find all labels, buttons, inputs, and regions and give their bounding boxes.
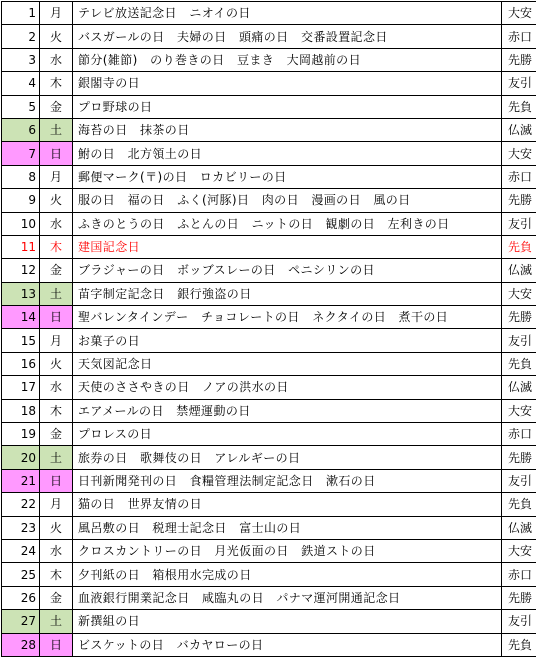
calendar-row xyxy=(2,446,536,469)
weekday-cell: 木 xyxy=(40,235,73,258)
day-number-cell: 18 xyxy=(2,399,40,422)
calendar-row xyxy=(2,586,536,609)
rokuyo-cell: 先勝 xyxy=(502,189,536,212)
rokuyo-cell: 先負 xyxy=(502,352,536,375)
rokuyo-cell: 仏滅 xyxy=(502,118,536,141)
rokuyo-cell: 友引 xyxy=(502,329,536,352)
weekday-cell: 月 xyxy=(40,165,73,188)
events-cell: プロレスの日 xyxy=(73,423,502,446)
rokuyo-cell: 先負 xyxy=(502,493,536,516)
weekday-cell: 火 xyxy=(40,352,73,375)
day-number-cell: 2 xyxy=(2,25,40,48)
rokuyo-cell: 先負 xyxy=(502,95,536,118)
events-cell: ビスケットの日 バカヤローの日 xyxy=(73,633,502,656)
day-number-cell: 3 xyxy=(2,48,40,71)
weekday-cell: 日 xyxy=(40,306,73,329)
events-cell: お菓子の日 xyxy=(73,329,502,352)
calendar-row xyxy=(2,329,536,352)
weekday-cell: 土 xyxy=(40,610,73,633)
rokuyo-cell: 先勝 xyxy=(502,446,536,469)
calendar-row xyxy=(2,165,536,188)
day-number-cell: 20 xyxy=(2,446,40,469)
events-cell: 郵便マーク(〒)の日 ロカビリーの日 xyxy=(73,165,502,188)
calendar-row xyxy=(2,306,536,329)
calendar-row xyxy=(2,282,536,305)
rokuyo-cell: 赤口 xyxy=(502,423,536,446)
events-cell: エアメールの日 禁煙運動の日 xyxy=(73,399,502,422)
calendar-row xyxy=(2,563,536,586)
rokuyo-cell: 仏滅 xyxy=(502,376,536,399)
day-number-cell: 14 xyxy=(2,306,40,329)
weekday-cell: 月 xyxy=(40,2,73,25)
rokuyo-cell: 大安 xyxy=(502,142,536,165)
day-number-cell: 12 xyxy=(2,259,40,282)
rokuyo-cell: 大安 xyxy=(502,2,536,25)
calendar-row xyxy=(2,2,536,25)
day-number-cell: 28 xyxy=(2,633,40,656)
calendar-row xyxy=(2,399,536,422)
calendar-row xyxy=(2,235,536,258)
rokuyo-cell: 先負 xyxy=(502,235,536,258)
day-number-cell: 21 xyxy=(2,469,40,492)
events-cell: バスガールの日 夫婦の日 頭痛の日 交番設置記念日 xyxy=(73,25,502,48)
weekday-cell: 水 xyxy=(40,376,73,399)
weekday-cell: 木 xyxy=(40,563,73,586)
events-cell: テレビ放送記念日 ニオイの日 xyxy=(73,2,502,25)
weekday-cell: 金 xyxy=(40,586,73,609)
events-cell: ブラジャーの日 ボッブスレーの日 ペニシリンの日 xyxy=(73,259,502,282)
calendar-row xyxy=(2,516,536,539)
day-number-cell: 19 xyxy=(2,423,40,446)
events-cell: 猫の日 世界友情の日 xyxy=(73,493,502,516)
calendar-row xyxy=(2,633,536,656)
events-cell: 日刊新聞発刊の日 食糧管理法制定記念日 漱石の日 xyxy=(73,469,502,492)
calendar-row xyxy=(2,610,536,633)
weekday-cell: 火 xyxy=(40,516,73,539)
calendar-row xyxy=(2,493,536,516)
day-number-cell: 23 xyxy=(2,516,40,539)
rokuyo-cell: 先勝 xyxy=(502,48,536,71)
events-cell: 天使のささやきの日 ノアの洪水の日 xyxy=(73,376,502,399)
calendar-row xyxy=(2,352,536,375)
weekday-cell: 月 xyxy=(40,493,73,516)
rokuyo-cell: 先負 xyxy=(502,633,536,656)
calendar-row xyxy=(2,212,536,235)
rokuyo-cell: 赤口 xyxy=(502,165,536,188)
events-cell: 服の日 福の日 ふく(河豚)日 肉の日 漫画の日 風の日 xyxy=(73,189,502,212)
events-cell: 風呂敷の日 税理士記念日 富士山の日 xyxy=(73,516,502,539)
events-cell: クロスカントリーの日 月光仮面の日 鉄道ストの日 xyxy=(73,539,502,562)
events-cell: 銀閣寺の日 xyxy=(73,72,502,95)
calendar-row xyxy=(2,142,536,165)
weekday-cell: 水 xyxy=(40,539,73,562)
day-number-cell: 17 xyxy=(2,376,40,399)
calendar-row xyxy=(2,469,536,492)
rokuyo-cell: 友引 xyxy=(502,469,536,492)
day-number-cell: 11 xyxy=(2,235,40,258)
events-cell: ふきのとうの日 ふとんの日 ニットの日 観劇の日 左利きの日 xyxy=(73,212,502,235)
rokuyo-cell: 赤口 xyxy=(502,25,536,48)
events-cell: 海苔の日 抹茶の日 xyxy=(73,118,502,141)
weekday-cell: 金 xyxy=(40,95,73,118)
weekday-cell: 木 xyxy=(40,72,73,95)
day-number-cell: 16 xyxy=(2,352,40,375)
calendar-row xyxy=(2,48,536,71)
weekday-cell: 日 xyxy=(40,633,73,656)
weekday-cell: 水 xyxy=(40,212,73,235)
day-number-cell: 10 xyxy=(2,212,40,235)
weekday-cell: 金 xyxy=(40,423,73,446)
rokuyo-cell: 大安 xyxy=(502,282,536,305)
day-number-cell: 6 xyxy=(2,118,40,141)
day-number-cell: 8 xyxy=(2,165,40,188)
rokuyo-cell: 大安 xyxy=(502,539,536,562)
weekday-cell: 月 xyxy=(40,329,73,352)
events-cell: 聖バレンタインデー チョコレートの日 ネクタイの日 煮干の日 xyxy=(73,306,502,329)
rokuyo-cell: 大安 xyxy=(502,399,536,422)
calendar-row xyxy=(2,95,536,118)
calendar-row xyxy=(2,189,536,212)
weekday-cell: 火 xyxy=(40,189,73,212)
weekday-cell: 水 xyxy=(40,48,73,71)
events-cell: 血液銀行開業記念日 咸臨丸の日 パナマ運河開通記念日 xyxy=(73,586,502,609)
weekday-cell: 土 xyxy=(40,446,73,469)
weekday-cell: 土 xyxy=(40,118,73,141)
calendar-row xyxy=(2,25,536,48)
weekday-cell: 火 xyxy=(40,25,73,48)
calendar-table xyxy=(1,1,536,657)
rokuyo-cell: 先勝 xyxy=(502,586,536,609)
day-number-cell: 24 xyxy=(2,539,40,562)
day-number-cell: 27 xyxy=(2,610,40,633)
weekday-cell: 日 xyxy=(40,469,73,492)
rokuyo-cell: 赤口 xyxy=(502,563,536,586)
day-number-cell: 4 xyxy=(2,72,40,95)
rokuyo-cell: 友引 xyxy=(502,610,536,633)
calendar-row xyxy=(2,259,536,282)
rokuyo-cell: 友引 xyxy=(502,72,536,95)
day-number-cell: 7 xyxy=(2,142,40,165)
weekday-cell: 金 xyxy=(40,259,73,282)
events-cell: 節分(雑節) のり巻きの日 豆まき 大岡越前の日 xyxy=(73,48,502,71)
calendar-row xyxy=(2,539,536,562)
day-number-cell: 13 xyxy=(2,282,40,305)
rokuyo-cell: 先勝 xyxy=(502,306,536,329)
weekday-cell: 日 xyxy=(40,142,73,165)
calendar-row xyxy=(2,423,536,446)
events-cell: 天気図記念日 xyxy=(73,352,502,375)
day-number-cell: 9 xyxy=(2,189,40,212)
day-number-cell: 26 xyxy=(2,586,40,609)
rokuyo-cell: 友引 xyxy=(502,212,536,235)
calendar-body xyxy=(2,2,536,657)
events-cell: プロ野球の日 xyxy=(73,95,502,118)
weekday-cell: 木 xyxy=(40,399,73,422)
rokuyo-cell: 仏滅 xyxy=(502,516,536,539)
events-cell: 建国記念日 xyxy=(73,235,502,258)
rokuyo-cell: 仏滅 xyxy=(502,259,536,282)
day-number-cell: 22 xyxy=(2,493,40,516)
events-cell: 苗字制定記念日 銀行強盗の日 xyxy=(73,282,502,305)
weekday-cell: 土 xyxy=(40,282,73,305)
events-cell: 夕刊紙の日 箱根用水完成の日 xyxy=(73,563,502,586)
day-number-cell: 5 xyxy=(2,95,40,118)
events-cell: 鮒の日 北方領土の日 xyxy=(73,142,502,165)
calendar-row xyxy=(2,118,536,141)
day-number-cell: 15 xyxy=(2,329,40,352)
events-cell: 旅券の日 歌舞伎の日 アレルギーの日 xyxy=(73,446,502,469)
day-number-cell: 25 xyxy=(2,563,40,586)
calendar-row xyxy=(2,72,536,95)
events-cell: 新撰組の日 xyxy=(73,610,502,633)
day-number-cell: 1 xyxy=(2,2,40,25)
calendar-row xyxy=(2,376,536,399)
